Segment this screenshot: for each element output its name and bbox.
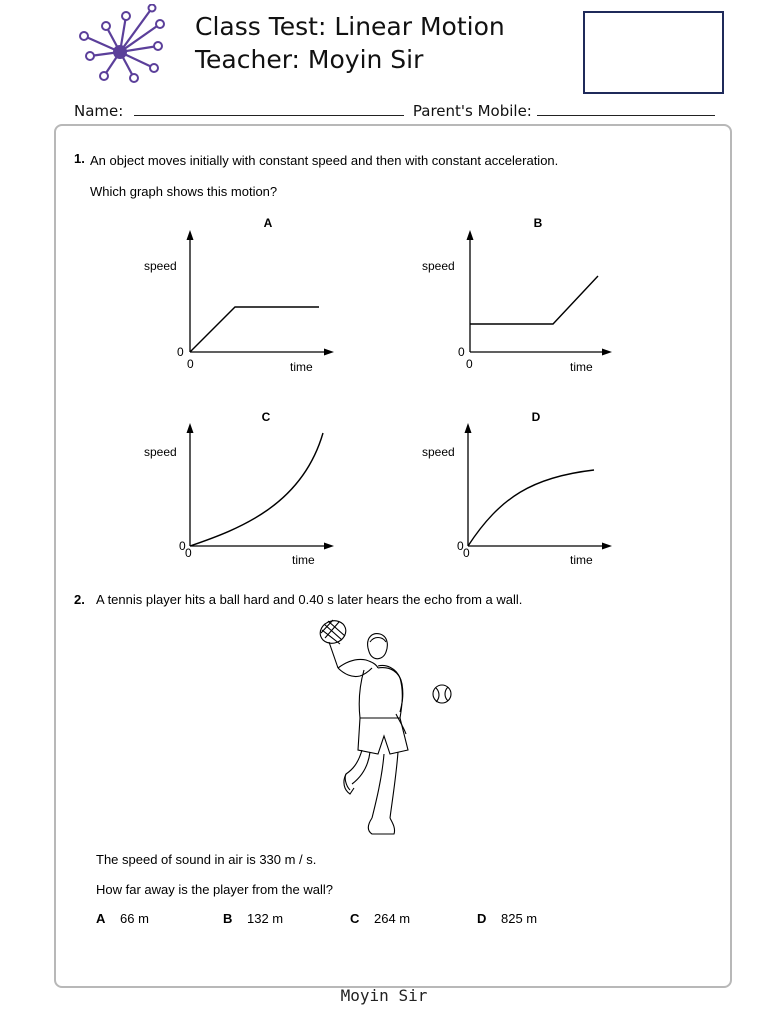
origin-label-y: 0 xyxy=(179,539,186,553)
option-value: 66 m xyxy=(120,911,149,926)
question-2-speed-text: The speed of sound in air is 330 m / s. xyxy=(96,852,317,867)
y-axis-arrow xyxy=(465,423,472,433)
graph-a xyxy=(140,212,350,382)
x-axis-arrow xyxy=(324,543,334,550)
logo xyxy=(68,4,180,84)
question-1-text: An object moves initially with constant speed and then with constant acceleration. xyxy=(90,153,559,168)
option-d[interactable] xyxy=(477,911,537,926)
question-2-number: 2. xyxy=(74,592,85,607)
graph-d xyxy=(418,405,628,575)
mobile-label: Parent's Mobile: xyxy=(412,102,532,120)
graph-curve xyxy=(468,470,594,546)
question-2-prompt: How far away is the player from the wall? xyxy=(96,882,333,897)
origin-label-y: 0 xyxy=(458,345,465,359)
photo-box xyxy=(583,11,724,94)
y-axis-arrow xyxy=(187,230,194,240)
option-value: 264 m xyxy=(374,911,411,926)
option-letter: A xyxy=(96,911,106,926)
graph-letter: C xyxy=(261,410,271,424)
mobile-field[interactable] xyxy=(537,101,715,116)
option-c[interactable] xyxy=(350,911,410,926)
page-title: Class Test: Linear Motion xyxy=(195,12,505,41)
origin-label-y: 0 xyxy=(457,539,464,553)
x-axis-arrow xyxy=(324,349,334,356)
name-field[interactable] xyxy=(134,101,404,116)
option-b[interactable] xyxy=(223,911,283,926)
axis-label-y: speed xyxy=(422,445,455,459)
teacher-line: Teacher: Moyin Sir xyxy=(195,45,424,74)
graph-curve xyxy=(470,276,598,324)
title-block xyxy=(195,10,505,76)
graph-b xyxy=(418,212,628,382)
question-1-prompt: Which graph shows this motion? xyxy=(90,184,278,199)
graph-curve xyxy=(190,433,323,546)
option-value: 825 m xyxy=(501,911,538,926)
graph-curve xyxy=(190,307,319,352)
graph-letter: A xyxy=(263,216,273,230)
origin-label-x: 0 xyxy=(187,357,194,371)
graph-c xyxy=(140,405,350,575)
option-a[interactable] xyxy=(96,911,149,926)
y-axis-arrow xyxy=(187,423,194,433)
tennis-player-illustration xyxy=(300,618,460,840)
option-value: 132 m xyxy=(247,911,284,926)
origin-label-x: 0 xyxy=(463,546,470,560)
option-letter: B xyxy=(223,911,233,926)
name-label: Name: xyxy=(74,102,124,120)
axis-label-y: speed xyxy=(422,259,455,273)
option-letter: C xyxy=(350,911,360,926)
student-info-row xyxy=(74,101,715,120)
y-axis-arrow xyxy=(467,230,474,240)
graph-letter: D xyxy=(531,410,541,424)
axis-label-y: speed xyxy=(144,445,177,459)
graph-letter: B xyxy=(533,216,543,230)
origin-label-y: 0 xyxy=(177,345,184,359)
option-letter: D xyxy=(477,911,487,926)
axis-label-x: time xyxy=(292,553,315,567)
question-2-text: A tennis player hits a ball hard and 0.40 s later hears the echo from a wall. xyxy=(96,592,523,607)
footer: Moyin Sir xyxy=(340,986,428,1005)
axis-label-x: time xyxy=(570,553,593,567)
axis-label-x: time xyxy=(290,360,313,374)
axis-label-y: speed xyxy=(144,259,177,273)
origin-label-x: 0 xyxy=(185,546,192,560)
x-axis-arrow xyxy=(602,349,612,356)
question-1-number: 1. xyxy=(74,151,85,166)
axis-label-x: time xyxy=(570,360,593,374)
origin-label-x: 0 xyxy=(466,357,473,371)
x-axis-arrow xyxy=(602,543,612,550)
